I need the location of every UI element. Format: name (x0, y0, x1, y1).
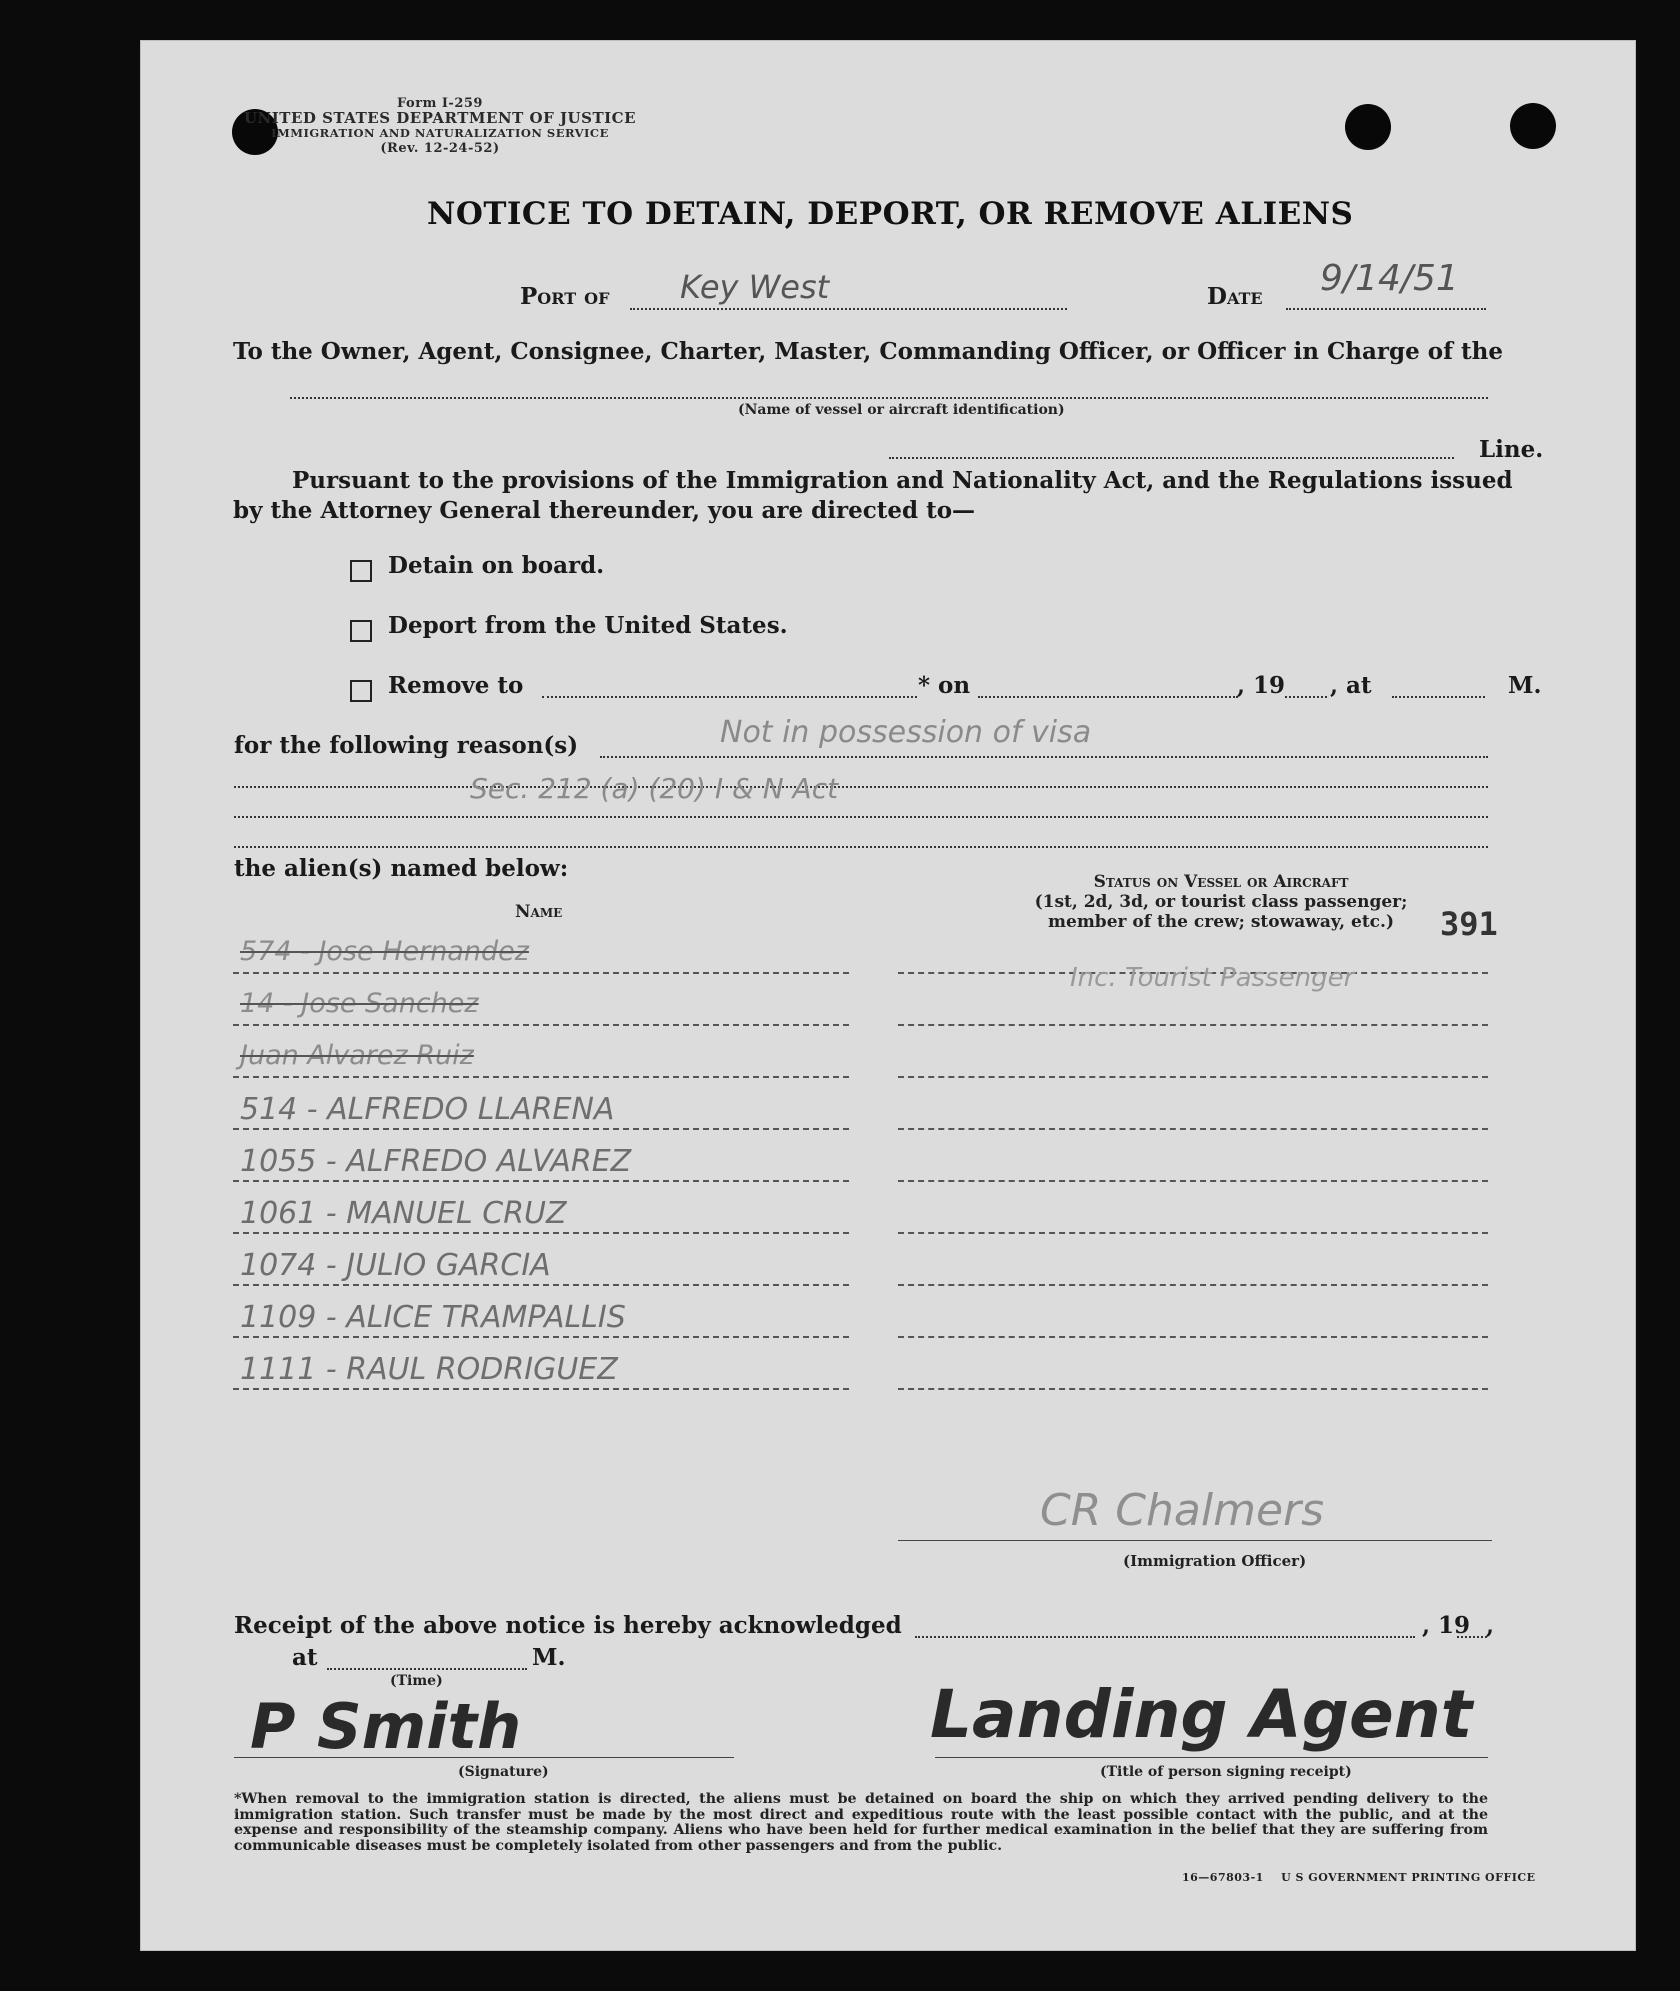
alien-status-line (898, 1128, 1488, 1130)
remove-time-line (1392, 696, 1485, 698)
form-header (220, 96, 660, 156)
alien-name: 514 - ALFREDO LLARENA (240, 1092, 615, 1127)
port-label: Port of (520, 283, 610, 310)
reason-label: for the following reason(s) (234, 732, 579, 759)
line-label: Line. (1479, 436, 1544, 463)
alien-status-line (898, 1336, 1488, 1338)
alien-name: 14 - Jose Sanchez (240, 988, 479, 1019)
reason-line-3 (234, 816, 1488, 818)
department-name: UNITED STATES DEPARTMENT OF JUSTICE (243, 109, 637, 127)
detain-checkbox[interactable] (350, 560, 372, 582)
punch-hole-mid (1345, 104, 1391, 150)
remove-m-label: M. (1508, 672, 1542, 699)
signature-line (234, 1757, 734, 1758)
aliens-label: the alien(s) named below: (234, 855, 569, 882)
alien-name: 1074 - JULIO GARCIA (240, 1248, 551, 1283)
alien-name: 1061 - MANUEL CRUZ (240, 1196, 567, 1231)
punch-hole-right (1510, 103, 1556, 149)
stamp-number: 391 (1440, 905, 1498, 943)
officer-signature-line (898, 1540, 1492, 1541)
receipt-m-label: M. (532, 1644, 566, 1671)
form-number: Form I-259 (397, 96, 483, 111)
title-of-signer: Landing Agent (930, 1676, 1473, 1753)
alien-status-line (898, 1284, 1488, 1286)
alien-name: Juan Alvarez Ruiz (240, 1040, 474, 1071)
alien-status-line (898, 1232, 1488, 1234)
form-page (140, 40, 1636, 1951)
remove-on-label: * on (918, 672, 971, 699)
date-value: 9/14/51 (1320, 258, 1459, 299)
alien-status-line (898, 1180, 1488, 1182)
alien-name: 1111 - RAUL RODRIGUEZ (240, 1352, 618, 1387)
reason-hand-1: Not in possession of visa (720, 715, 1092, 750)
status-header (986, 872, 1456, 932)
pursuant-line-2: by the Attorney General thereunder, you are directed to— (233, 497, 976, 524)
alien-name-line (233, 1076, 849, 1078)
remove-checkbox[interactable] (350, 680, 372, 702)
remove-year-line (1285, 696, 1327, 698)
officer-caption: (Immigration Officer) (1123, 1552, 1307, 1570)
alien-name-line (233, 1284, 849, 1286)
pursuant-line-1: Pursuant to the provisions of the Immigration and Nationality Act, and the Regulations issued (292, 467, 1513, 494)
alien-name: 1055 - ALFREDO ALVAREZ (240, 1144, 632, 1179)
alien-name-line (233, 972, 849, 974)
alien-name-line (233, 1388, 849, 1390)
detain-label: Detain on board. (388, 552, 605, 579)
receipt-time-line (327, 1668, 527, 1670)
receipt-comma: , (1486, 1612, 1495, 1639)
vessel-caption: (Name of vessel or aircraft identification) (738, 402, 1065, 418)
name-header: Name (515, 902, 563, 922)
receiver-signature: P Smith (250, 1690, 522, 1763)
remove-year-label: , 19 (1237, 672, 1286, 699)
remove-destination-line (542, 696, 917, 698)
receipt-year-line (1457, 1636, 1487, 1638)
receipt-date-line (915, 1636, 1415, 1638)
reason-hand-2: Sec. 212 (a) (20) I & N Act (470, 772, 839, 805)
reason-line-2 (234, 786, 1488, 788)
line-field (889, 457, 1454, 459)
port-value: Key West (680, 268, 830, 306)
port-line (630, 308, 1067, 310)
receipt-at-label: at (292, 1644, 318, 1671)
alien-status-line (898, 1024, 1488, 1026)
alien-name: 574 - Jose Hernandez (240, 936, 529, 967)
alien-name-line (233, 1336, 849, 1338)
receipt-label: Receipt of the above notice is hereby acknowledged (234, 1612, 902, 1639)
remove-at-label: , at (1330, 672, 1372, 699)
status-header-title: Status on Vessel or Aircraft (1093, 872, 1349, 892)
date-line (1286, 308, 1486, 310)
reason-line-1 (600, 756, 1488, 758)
deport-checkbox[interactable] (350, 620, 372, 642)
remove-date-line (978, 696, 1238, 698)
signature-caption: (Signature) (458, 1764, 549, 1780)
owner-line: To the Owner, Agent, Consignee, Charter, Master, Commanding Officer, or Officer in Charge of the (233, 338, 1503, 365)
alien-name-line (233, 1024, 849, 1026)
alien-name-line (233, 1232, 849, 1234)
time-caption: (Time) (390, 1673, 443, 1689)
date-label: Date (1207, 283, 1263, 310)
page-title: NOTICE TO DETAIN, DEPORT, OR REMOVE ALIENS (427, 196, 1354, 232)
alien-status-line (898, 1388, 1488, 1390)
alien-status-line (898, 1076, 1488, 1078)
revision-date: (Rev. 12-24-52) (380, 141, 500, 156)
officer-signature: CR Chalmers (1040, 1485, 1325, 1536)
alien-name-line (233, 1128, 849, 1130)
vessel-line (290, 397, 1488, 399)
deport-label: Deport from the United States. (388, 612, 788, 639)
service-name: IMMIGRATION AND NATURALIZATION SERVICE (271, 126, 609, 140)
status-hand: Inc. Tourist Passenger (1070, 963, 1355, 993)
footnote: *When removal to the immigration station is directed, the aliens must be detained on board the ship on which they arrived pending delivery to the immigration station. Such transfer must be made by the most direct and expeditious route with the least possible contact with the public, and at the expense and responsibility of the steamship company. Aliens who have been held for further medical examination in the belief that they are suffering from communicable diseases must be completely isolated from other passengers and from the public. (234, 1791, 1488, 1854)
status-header-sub-1: (1st, 2d, 3d, or tourist class passenger; (1034, 892, 1408, 912)
alien-name-line (233, 1180, 849, 1182)
title-line (935, 1757, 1488, 1758)
printer-line: 16—67803-1 U S GOVERNMENT PRINTING OFFICE (1182, 1871, 1536, 1884)
alien-name: 1109 - ALICE TRAMPALLIS (240, 1300, 626, 1335)
remove-label: Remove to (388, 672, 524, 699)
reason-line-4 (234, 846, 1488, 848)
status-header-sub-2: member of the crew; stowaway, etc.) (1048, 912, 1394, 932)
receipt-year-label: , 19 (1422, 1612, 1471, 1639)
title-caption: (Title of person signing receipt) (1100, 1764, 1352, 1780)
